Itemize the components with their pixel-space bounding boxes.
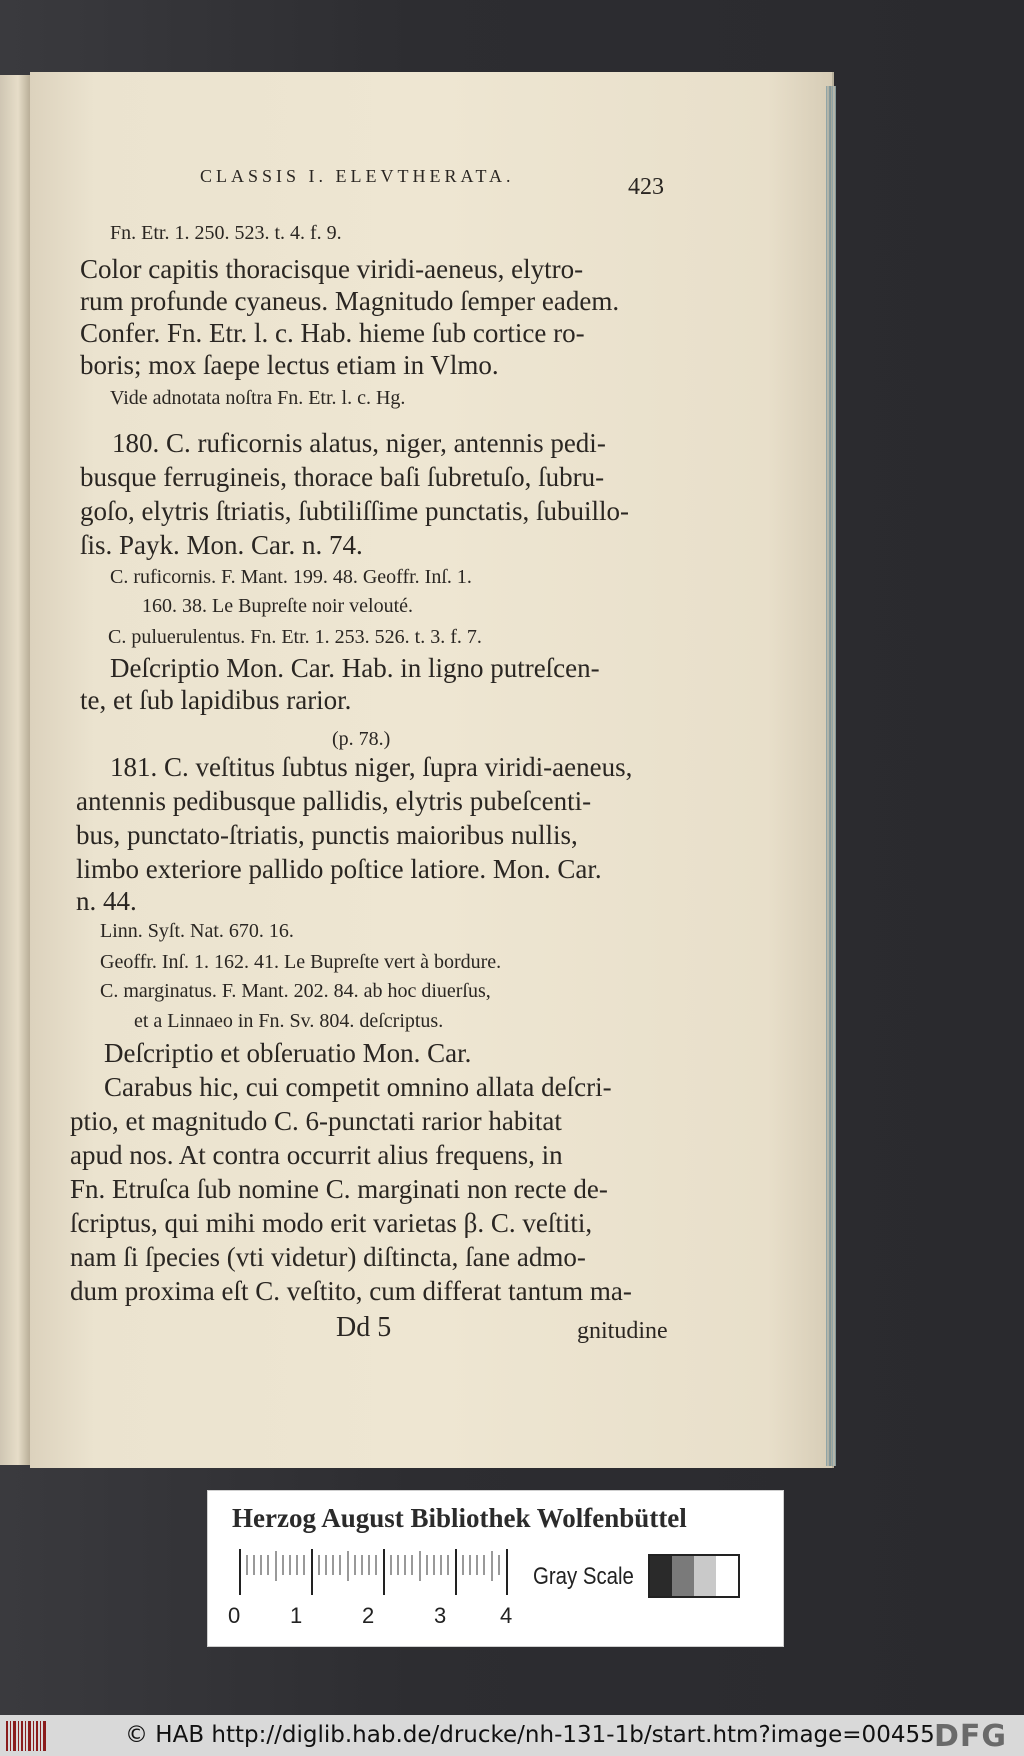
text-line: nam ſi ſpecies (vti videtur) diſtincta, ſane admo-	[70, 1242, 586, 1272]
text-line: 181. C. veſtitus ſubtus niger, ſupra viridi-aeneus,	[110, 752, 633, 782]
gray-swatch	[694, 1556, 716, 1596]
text-line: Vide adnotata noſtra Fn. Etr. l. c. Hg.	[110, 387, 406, 409]
library-color-card	[207, 1490, 784, 1647]
gray-scale-swatches	[648, 1554, 740, 1598]
ruler-number: 3	[434, 1603, 447, 1628]
gray-swatch	[716, 1556, 738, 1596]
ruler-number: 1	[290, 1603, 303, 1628]
text-line: dum proxima eſt C. veſtito, cum differat tantum ma-	[70, 1276, 632, 1306]
footer-bar	[0, 1715, 1024, 1756]
text-line: ſcriptus, qui mihi modo erit varietas β. C. veſtiti,	[70, 1208, 593, 1238]
text-line: Geoffr. Inſ. 1. 162. 41. Le Bupreſte vert à bordure.	[100, 951, 502, 973]
gray-swatch	[672, 1556, 694, 1596]
text-line: apud nos. At contra occurrit alius frequens, in	[70, 1140, 563, 1170]
text-line: goſo, elytris ſtriatis, ſubtiliſſime punctatis, ſubuillo-	[80, 496, 629, 526]
text-line: et a Linnaeo in Fn. Sv. 804. deſcriptus.	[134, 1010, 444, 1032]
library-name: Herzog August Bibliothek Wolfenbüttel	[232, 1503, 687, 1533]
text-line: rum profunde cyaneus. Magnitudo ſemper eadem.	[80, 286, 620, 316]
text-line: busque ferrugineis, thorace baſi ſubretuſo, ſubru-	[80, 462, 605, 492]
gray-scale-label: Gray Scale	[533, 1563, 634, 1590]
text-line: Fn. Etr. 1. 250. 523. t. 4. f. 9.	[110, 222, 342, 244]
ruler-number: 4	[500, 1603, 513, 1628]
text-line: te, et ſub lapidibus rarior.	[80, 685, 352, 715]
ruler-number: 0	[228, 1603, 241, 1628]
text-line: C. ruficornis. F. Mant. 199. 48. Geoffr. Inſ. 1.	[110, 566, 472, 588]
page-edges	[826, 86, 836, 1466]
running-header: CLASSIS I. ELEVTHERATA.	[200, 166, 515, 186]
text-line: Confer. Fn. Etr. l. c. Hab. hieme ſub cortice ro-	[80, 318, 585, 348]
ruler-scale	[232, 1549, 512, 1595]
text-line: n. 44.	[76, 886, 137, 916]
catchword: gnitudine	[577, 1318, 668, 1344]
source-citation: © HAB http://diglib.hab.de/drucke/nh-131-1b/start.htm?image=00455	[125, 1722, 935, 1748]
text-line: (p. 78.)	[332, 728, 391, 750]
facing-page-edge	[0, 75, 30, 1465]
text-line: limbo exteriore pallido poſtice latiore. Mon. Car.	[76, 854, 602, 884]
gray-swatch	[650, 1556, 672, 1596]
ruler-numbers	[228, 1603, 528, 1631]
text-line: antennis pedibusque pallidis, elytris pubeſcenti-	[76, 786, 592, 816]
dfg-logo: DFG	[934, 1719, 1008, 1754]
signature-mark: Dd 5	[336, 1312, 392, 1343]
text-line: Deſcriptio Mon. Car. Hab. in ligno putreſcen-	[110, 653, 600, 683]
text-line: boris; mox ſaepe lectus etiam in Vlmo.	[80, 350, 499, 380]
text-line: Color capitis thoracisque viridi-aeneus, elytro-	[80, 254, 584, 284]
text-line: Fn. Etruſca ſub nomine C. marginati non recte de-	[70, 1174, 608, 1204]
text-line: Deſcriptio et obſeruatio Mon. Car.	[104, 1038, 472, 1068]
text-line: Linn. Syſt. Nat. 670. 16.	[100, 920, 294, 942]
page-number: 423	[628, 174, 664, 200]
text-line: ptio, et magnitudo C. 6-punctati rarior habitat	[70, 1106, 562, 1136]
text-line: Carabus hic, cui competit omnino allata deſcri-	[104, 1072, 612, 1102]
text-line: 160. 38. Le Bupreſte noir velouté.	[142, 595, 414, 617]
text-line: 180. C. ruficornis alatus, niger, antennis pedi-	[112, 428, 606, 458]
text-line: C. puluerulentus. Fn. Etr. 1. 253. 526. t. 3. f. 7.	[108, 626, 482, 648]
text-line: C. marginatus. F. Mant. 202. 84. ab hoc diuerſus,	[100, 980, 491, 1002]
ruler-number: 2	[362, 1603, 375, 1628]
barcode-icon	[6, 1721, 48, 1751]
text-line: ſis. Payk. Mon. Car. n. 74.	[80, 530, 363, 560]
text-line: bus, punctato-ſtriatis, punctis maioribus nullis,	[76, 820, 578, 850]
